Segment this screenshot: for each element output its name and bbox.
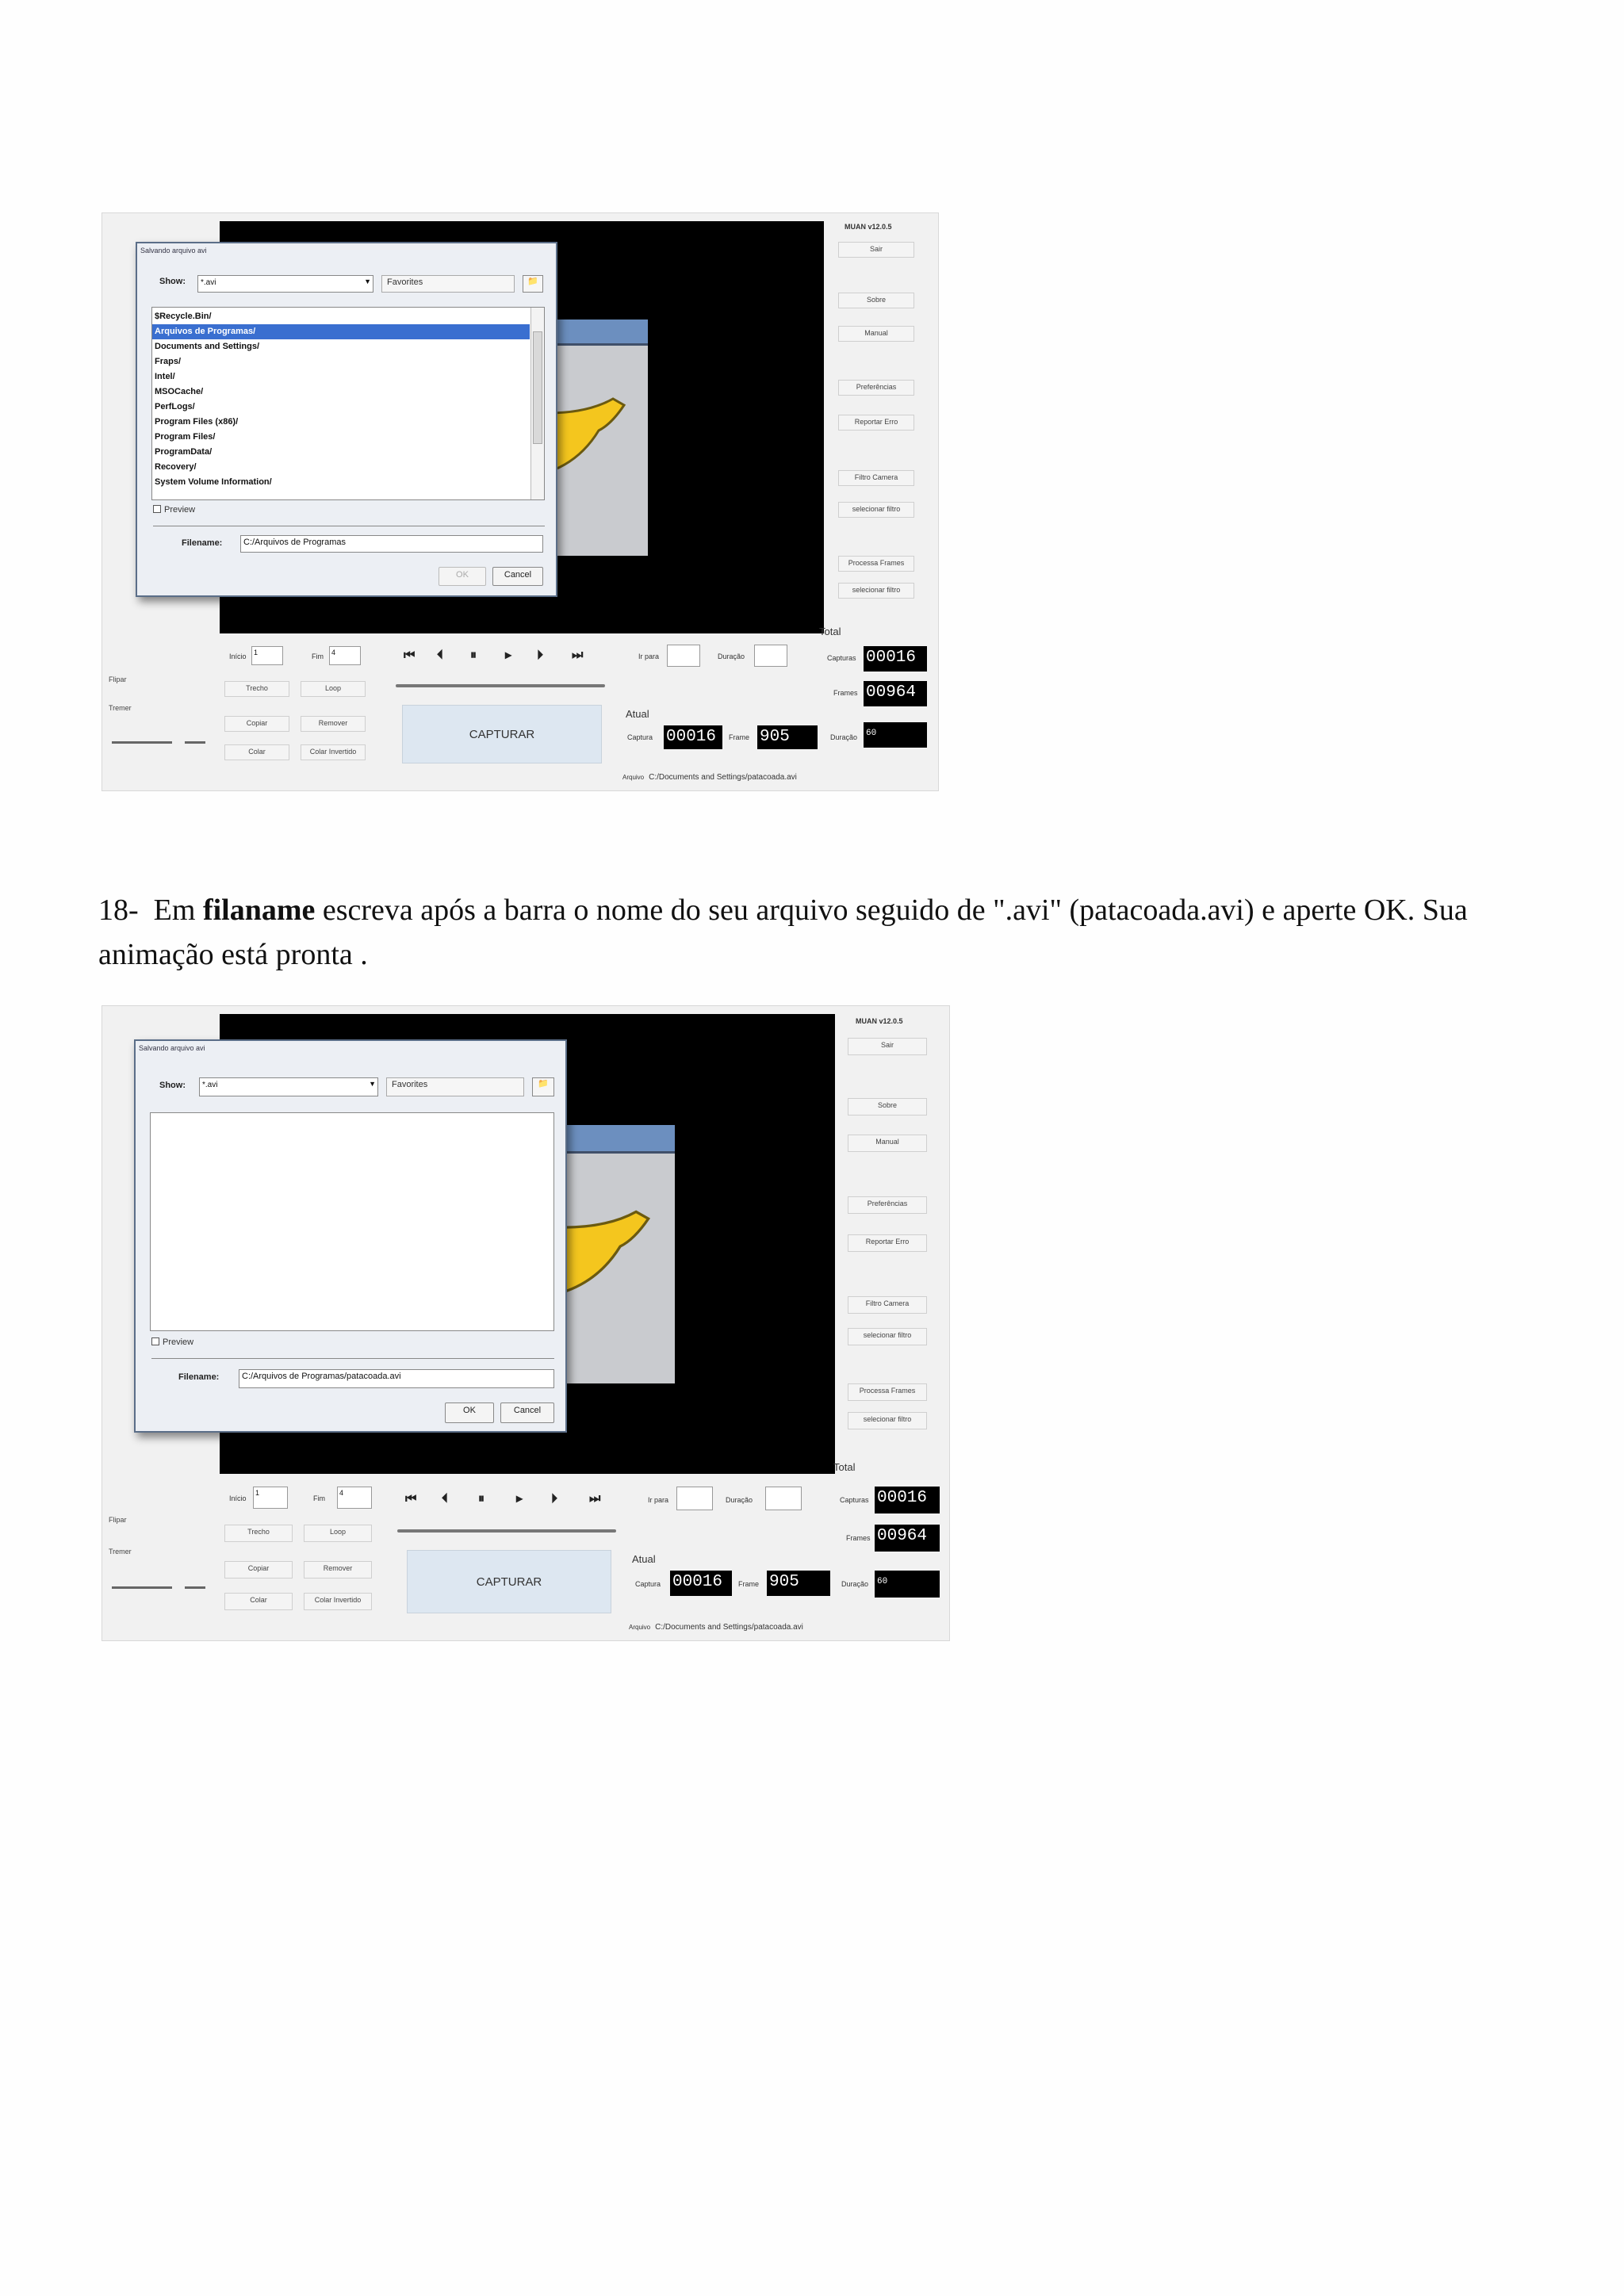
colar-button[interactable]: Colar: [224, 1593, 293, 1610]
loop-button[interactable]: Loop: [304, 1525, 372, 1542]
screenshot-2: [102, 1005, 950, 1641]
text-after: escreva após a barra o nome do seu arquivo seguido de ".avi" (patacoada.avi) e aperte OK. Sua animação está pronta .: [98, 894, 1468, 971]
filtro-camera-button[interactable]: Filtro Camera: [848, 1296, 927, 1314]
left-slider[interactable]: [112, 741, 172, 744]
frame-counter: 905: [757, 725, 818, 749]
selecionar-filtro-frames-button[interactable]: selecionar filtro: [848, 1412, 927, 1429]
file-list-item[interactable]: Arquivos de Programas/: [152, 324, 530, 339]
checkbox-icon: [151, 1337, 159, 1345]
ir-para-label: Ir para: [648, 1496, 669, 1504]
step-number: 18-: [98, 894, 139, 927]
filename-label: Filename:: [182, 538, 223, 548]
frames-label: Frames: [846, 1534, 871, 1542]
show-select[interactable]: [197, 275, 373, 293]
colar-button[interactable]: Colar: [224, 744, 289, 760]
timeline-slider[interactable]: [396, 684, 605, 687]
dialog-divider: [151, 1358, 554, 1359]
remover-button[interactable]: Remover: [304, 1561, 372, 1578]
flipar-button[interactable]: Flipar: [109, 675, 127, 683]
file-list-item[interactable]: Documents and Settings/: [155, 342, 260, 351]
play-icon[interactable]: ▸: [516, 1492, 523, 1506]
copiar-button[interactable]: Copiar: [224, 1561, 293, 1578]
ir-para-input[interactable]: [676, 1487, 713, 1510]
capturas-label: Capturas: [827, 654, 856, 662]
sobre-button[interactable]: Sobre: [848, 1098, 927, 1115]
chevron-down-icon: ▼: [369, 1080, 376, 1088]
step-back-icon[interactable]: ⏴: [442, 1492, 449, 1506]
trecho-button[interactable]: Trecho: [224, 681, 289, 697]
text-before: Em: [153, 894, 196, 927]
ir-para-input[interactable]: [667, 645, 700, 667]
filename-input[interactable]: C:/Arquivos de Programas/patacoada.avi: [239, 1369, 554, 1388]
new-folder-icon[interactable]: 📁: [523, 275, 543, 293]
dialog-title: Salvando arquivo avi: [140, 247, 207, 254]
capturar-button[interactable]: CAPTURAR: [407, 1550, 611, 1613]
captura-label: Captura: [635, 1580, 661, 1588]
frame-label: Frame: [738, 1580, 760, 1588]
captura-counter: 00016: [664, 725, 722, 749]
file-list[interactable]: [151, 307, 545, 500]
fim-input[interactable]: 4: [337, 1487, 372, 1509]
total-duracao-label: Duração: [841, 1580, 869, 1588]
total-duracao-counter: 60: [875, 1571, 940, 1598]
atual-title: Atual: [632, 1553, 656, 1565]
sobre-button[interactable]: Sobre: [838, 293, 914, 308]
file-list-item[interactable]: Program Files/: [155, 432, 216, 442]
save-dialog: [134, 1039, 567, 1433]
total-duracao-counter: 60: [864, 722, 927, 748]
timeline-slider[interactable]: [397, 1529, 616, 1533]
file-list-item[interactable]: Intel/: [155, 372, 175, 381]
duracao-input[interactable]: [754, 645, 787, 667]
new-folder-icon[interactable]: 📁: [532, 1077, 554, 1096]
frames-counter: 00964: [864, 681, 927, 706]
preview-checkbox[interactable]: [153, 505, 195, 515]
preferencias-button[interactable]: Preferências: [838, 380, 914, 396]
capturas-label: Capturas: [840, 1496, 869, 1504]
preferencias-button[interactable]: Preferências: [848, 1196, 927, 1214]
atual-title: Atual: [626, 708, 649, 720]
favorites-select[interactable]: Favorites: [381, 275, 515, 293]
arquivo-value: C:/Documents and Settings/patacoada.avi: [649, 773, 797, 782]
filename-label: Filename:: [178, 1372, 220, 1382]
show-value: *.avi: [202, 1081, 218, 1089]
filename-input[interactable]: C:/Arquivos de Programas: [240, 535, 543, 553]
total-duracao-label: Duração: [830, 733, 858, 741]
capturar-button[interactable]: CAPTURAR: [402, 705, 602, 763]
selecionar-filtro-camera-button[interactable]: selecionar filtro: [838, 502, 914, 518]
filtro-camera-button[interactable]: Filtro Camera: [838, 470, 914, 486]
screenshot-1: [102, 212, 939, 791]
file-list[interactable]: [150, 1112, 554, 1331]
arquivo-value: C:/Documents and Settings/patacoada.avi: [655, 1623, 803, 1632]
left-slider-handle[interactable]: [185, 1586, 205, 1589]
file-list-item[interactable]: Recovery/: [155, 462, 197, 472]
fim-label: Fim: [313, 1494, 325, 1502]
last-frame-icon[interactable]: ⏭: [572, 649, 584, 662]
duracao-label: Duração: [718, 652, 745, 660]
copiar-button[interactable]: Copiar: [224, 716, 289, 732]
selecionar-filtro-frames-button[interactable]: selecionar filtro: [838, 583, 914, 599]
checkbox-icon: [153, 505, 161, 513]
ok-button[interactable]: OK: [439, 567, 486, 586]
captura-counter: 00016: [670, 1571, 732, 1596]
file-list-item[interactable]: $Recycle.Bin/: [155, 312, 212, 321]
show-value: *.avi: [201, 278, 216, 287]
instruction-paragraph: [98, 888, 1542, 977]
ok-button[interactable]: OK: [445, 1402, 494, 1423]
sair-button[interactable]: Sair: [838, 242, 914, 258]
captura-label: Captura: [627, 733, 653, 741]
tremer-button[interactable]: Tremer: [109, 1548, 132, 1556]
file-list-item[interactable]: Fraps/: [155, 357, 182, 366]
first-frame-icon[interactable]: ⏮: [404, 649, 416, 662]
total-title: Total: [833, 1461, 856, 1473]
capturas-counter: 00016: [875, 1487, 940, 1513]
arquivo-path: [622, 773, 797, 782]
app-version: MUAN v12.0.5: [856, 1017, 903, 1025]
processa-frames-button[interactable]: Processa Frames: [848, 1383, 927, 1401]
frame-counter: 905: [767, 1571, 830, 1596]
file-list-item[interactable]: System Volume Information/: [155, 477, 272, 487]
reportar-erro-button[interactable]: Reportar Erro: [848, 1234, 927, 1252]
manual-button[interactable]: Manual: [848, 1135, 927, 1152]
show-label: Show:: [159, 277, 186, 286]
cancel-button[interactable]: Cancel: [500, 1402, 554, 1423]
frame-label: Frame: [729, 733, 750, 741]
duracao-label: Duração: [726, 1496, 753, 1504]
first-frame-icon[interactable]: ⏮: [405, 1492, 417, 1506]
left-slider[interactable]: [112, 1586, 172, 1589]
bold-term: filaname: [202, 894, 316, 927]
remover-button[interactable]: Remover: [301, 716, 366, 732]
frames-counter: 00964: [875, 1525, 940, 1552]
colar-invertido-button[interactable]: Colar Invertido: [304, 1593, 372, 1610]
show-select[interactable]: [199, 1077, 378, 1096]
file-list-item[interactable]: ProgramData/: [155, 447, 213, 457]
play-icon[interactable]: ▸: [505, 649, 512, 662]
dialog-title: Salvando arquivo avi: [139, 1044, 205, 1052]
fim-input[interactable]: 4: [329, 646, 361, 665]
inicio-input[interactable]: 1: [251, 646, 283, 665]
arquivo-label: Arquivo: [622, 774, 645, 781]
pause-icon[interactable]: ⏸: [478, 1492, 485, 1506]
step-forward-icon[interactable]: ⏵: [537, 649, 544, 662]
scrollbar-thumb[interactable]: [533, 331, 542, 444]
file-list-item[interactable]: Program Files (x86)/: [155, 417, 239, 427]
capturas-counter: 00016: [864, 646, 927, 672]
save-dialog: [136, 242, 557, 597]
flipar-button[interactable]: Flipar: [109, 1516, 127, 1524]
file-list-item[interactable]: MSOCache/: [155, 387, 204, 396]
reportar-erro-button[interactable]: Reportar Erro: [838, 415, 914, 430]
manual-button[interactable]: Manual: [838, 326, 914, 342]
chevron-down-icon: ▼: [364, 277, 371, 285]
step-back-icon[interactable]: ⏴: [437, 649, 444, 662]
last-frame-icon[interactable]: ⏭: [589, 1492, 601, 1506]
processa-frames-button[interactable]: Processa Frames: [838, 556, 914, 572]
file-list-scrollbar[interactable]: [530, 308, 544, 499]
colar-invertido-button[interactable]: Colar Invertido: [301, 744, 366, 760]
show-label: Show:: [159, 1081, 186, 1090]
ir-para-label: Ir para: [638, 652, 660, 660]
trecho-button[interactable]: Trecho: [224, 1525, 293, 1542]
tremer-button[interactable]: Tremer: [109, 704, 132, 712]
selecionar-filtro-camera-button[interactable]: selecionar filtro: [848, 1328, 927, 1345]
duracao-input[interactable]: [765, 1487, 802, 1510]
favorites-select[interactable]: Favorites: [386, 1077, 524, 1096]
frames-label: Frames: [833, 689, 858, 697]
preview-label: Preview: [163, 1337, 194, 1347]
arquivo-label: Arquivo: [629, 1624, 651, 1631]
left-slider-handle[interactable]: [185, 741, 205, 744]
loop-button[interactable]: Loop: [301, 681, 366, 697]
sair-button[interactable]: Sair: [848, 1038, 927, 1055]
inicio-label: Início: [229, 652, 247, 660]
file-list-item[interactable]: PerfLogs/: [155, 402, 195, 411]
arquivo-path: [629, 1623, 803, 1632]
file-list-items: [152, 309, 530, 490]
pause-icon[interactable]: ⏸: [470, 649, 477, 662]
preview-label: Preview: [164, 505, 196, 515]
preview-checkbox[interactable]: [151, 1337, 193, 1347]
inicio-input[interactable]: 1: [253, 1487, 288, 1509]
step-forward-icon[interactable]: ⏵: [551, 1492, 558, 1506]
fim-label: Fim: [312, 652, 324, 660]
inicio-label: Início: [229, 1494, 247, 1502]
app-version: MUAN v12.0.5: [845, 223, 892, 231]
total-title: Total: [819, 626, 841, 637]
cancel-button[interactable]: Cancel: [492, 567, 543, 586]
